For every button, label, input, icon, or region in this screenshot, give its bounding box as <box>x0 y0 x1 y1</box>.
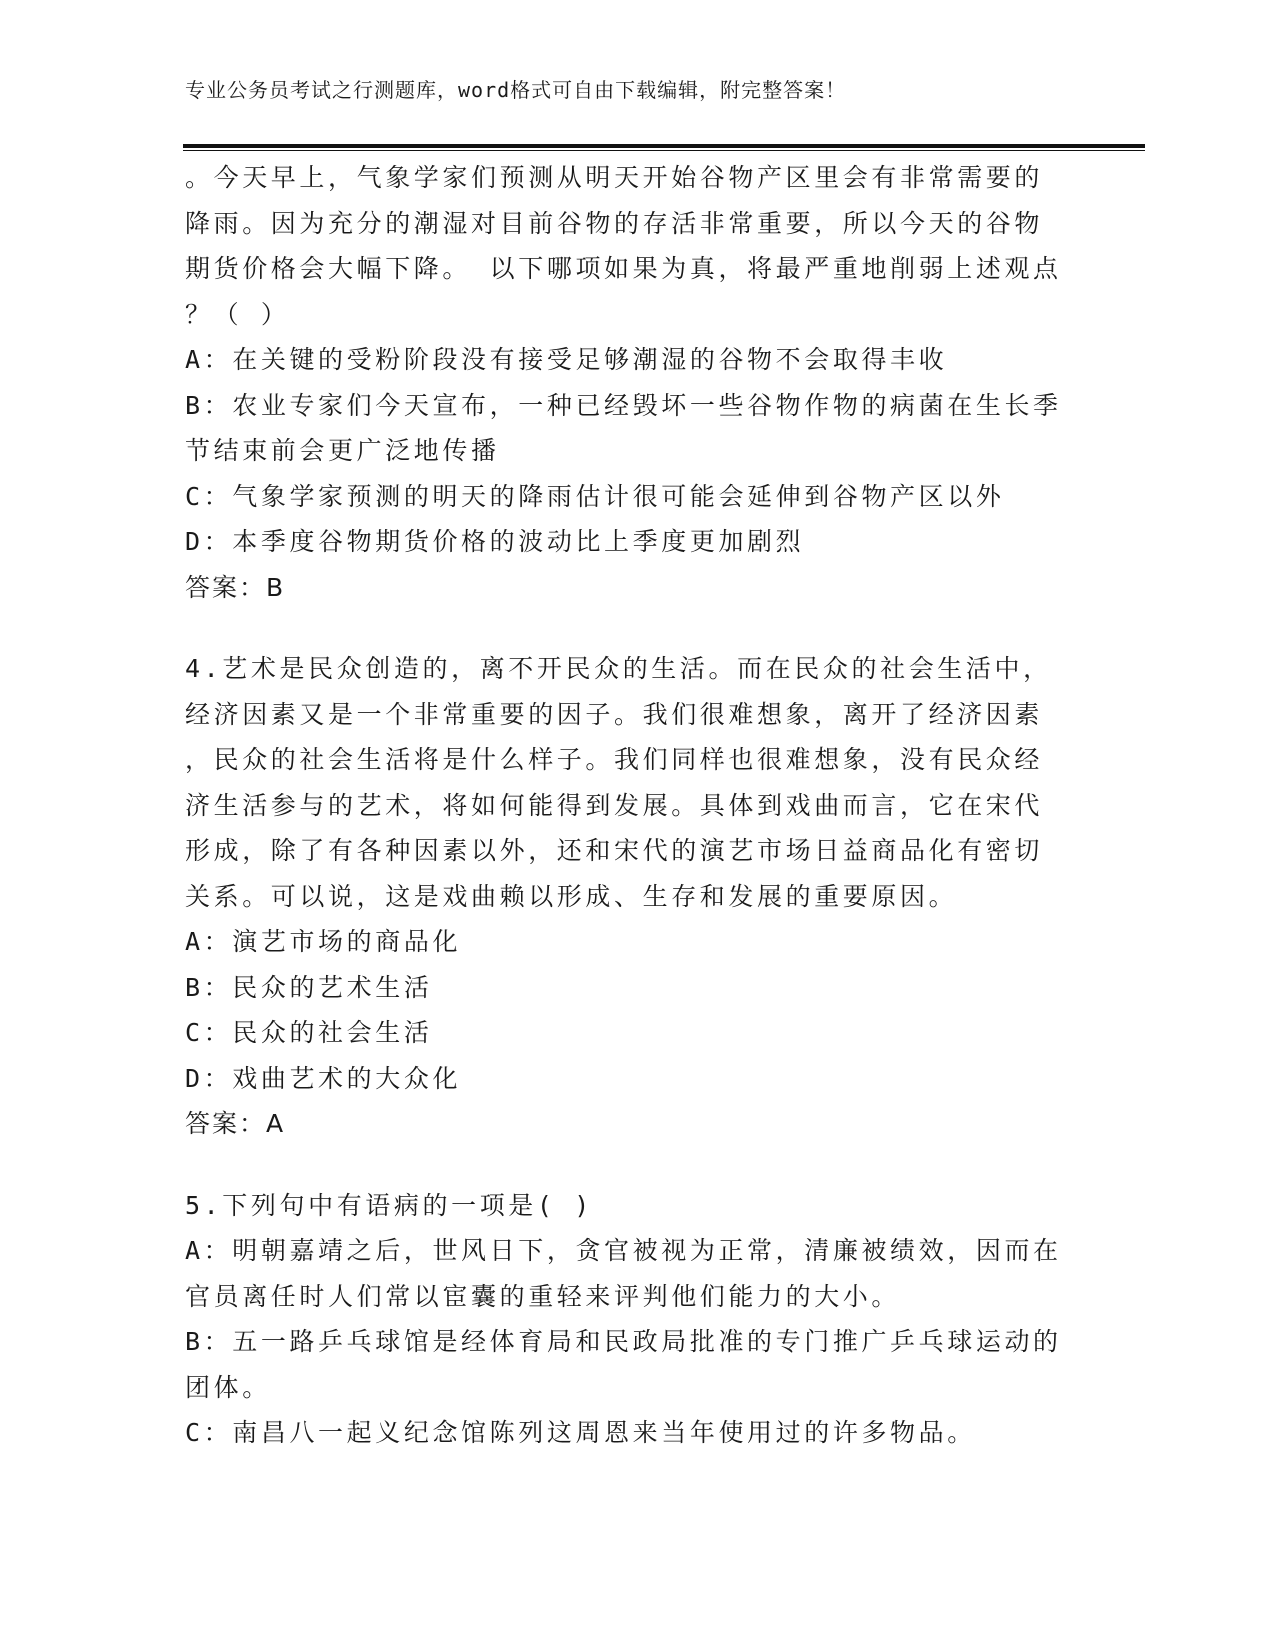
page-header: 专业公务员考试之行测题库，word格式可自由下载编辑，附完整答案！ <box>185 78 847 102</box>
question-5 <box>185 1183 1085 1456</box>
question-stem-line: 关系。可以说，这是戏曲赖以形成、生存和发展的重要原因。 <box>185 881 958 911</box>
question-stem-line: 经济因素又是一个非常重要的因子。我们很难想象，离开了经济因素 <box>185 699 1044 729</box>
question-4 <box>185 646 1085 1147</box>
option-c: C：南昌八一起义纪念馆陈列这周恩来当年使用过的许多物品。 <box>185 1418 976 1447</box>
header-rule-thick <box>183 144 1145 148</box>
option-b-continued: 节结束前会更广泛地传播 <box>185 436 500 465</box>
question-stem-line: 。今天早上，气象学家们预测从明天开始谷物产区里会有非常需要的 <box>185 163 1044 192</box>
option-c: C：气象学家预测的明天的降雨估计很可能会延伸到谷物产区以外 <box>185 481 1005 511</box>
question-stem-line: 济生活参与的艺术，将如何能得到发展。具体到戏曲而言，它在宋代 <box>185 790 1044 820</box>
option-b-continued: 团体。 <box>185 1372 271 1402</box>
option-c: C：民众的社会生活 <box>185 1018 433 1047</box>
question-stem-line: 5.下列句中有语病的一项是( ) <box>185 1190 593 1220</box>
option-d: D：戏曲艺术的大众化 <box>185 1063 462 1093</box>
option-b: B：农业专家们今天宣布，一种已经毁坏一些谷物作物的病菌在生长季 <box>185 390 1062 420</box>
question-stem-line: ？（ ） <box>185 299 290 329</box>
option-a: A：明朝嘉靖之后，世风日下，贪官被视为正常，清廉被绩效，因而在 <box>185 1236 1062 1265</box>
answer-line: 答案：A <box>185 1109 286 1138</box>
document-body <box>185 155 1085 1456</box>
question-stem-line: 4.艺术是民众创造的，离不开民众的生活。而在民众的社会生活中， <box>185 654 1052 683</box>
question-stem-line: 形成，除了有各种因素以外，还和宋代的演艺市场日益商品化有密切 <box>185 836 1044 865</box>
option-b: B：民众的艺术生活 <box>185 972 433 1002</box>
option-d: D：本季度谷物期货价格的波动比上季度更加剧烈 <box>185 527 805 556</box>
option-a: A：演艺市场的商品化 <box>185 927 462 956</box>
question-3 <box>185 155 1085 610</box>
answer-line: 答案：B <box>185 572 286 602</box>
option-a-continued: 官员离任时人们常以宦囊的重轻来评判他们能力的大小。 <box>185 1281 901 1311</box>
spacer <box>185 610 1085 646</box>
header-rule-thin <box>183 150 1145 151</box>
spacer <box>185 1147 1085 1183</box>
question-stem-line: 期货价格会大幅下降。 以下哪项如果为真，将最严重地削弱上述观点 <box>185 254 1062 283</box>
option-b: B：五一路乒乓球馆是经体育局和民政局批准的专门推广乒乓球运动的 <box>185 1327 1062 1356</box>
option-a: A：在关键的受粉阶段没有接受足够潮湿的谷物不会取得丰收 <box>185 345 948 374</box>
question-stem-line: 降雨。因为充分的潮湿对目前谷物的存活非常重要，所以今天的谷物 <box>185 208 1044 238</box>
question-stem-line: ，民众的社会生活将是什么样子。我们同样也很难想象，没有民众经 <box>185 745 1044 774</box>
